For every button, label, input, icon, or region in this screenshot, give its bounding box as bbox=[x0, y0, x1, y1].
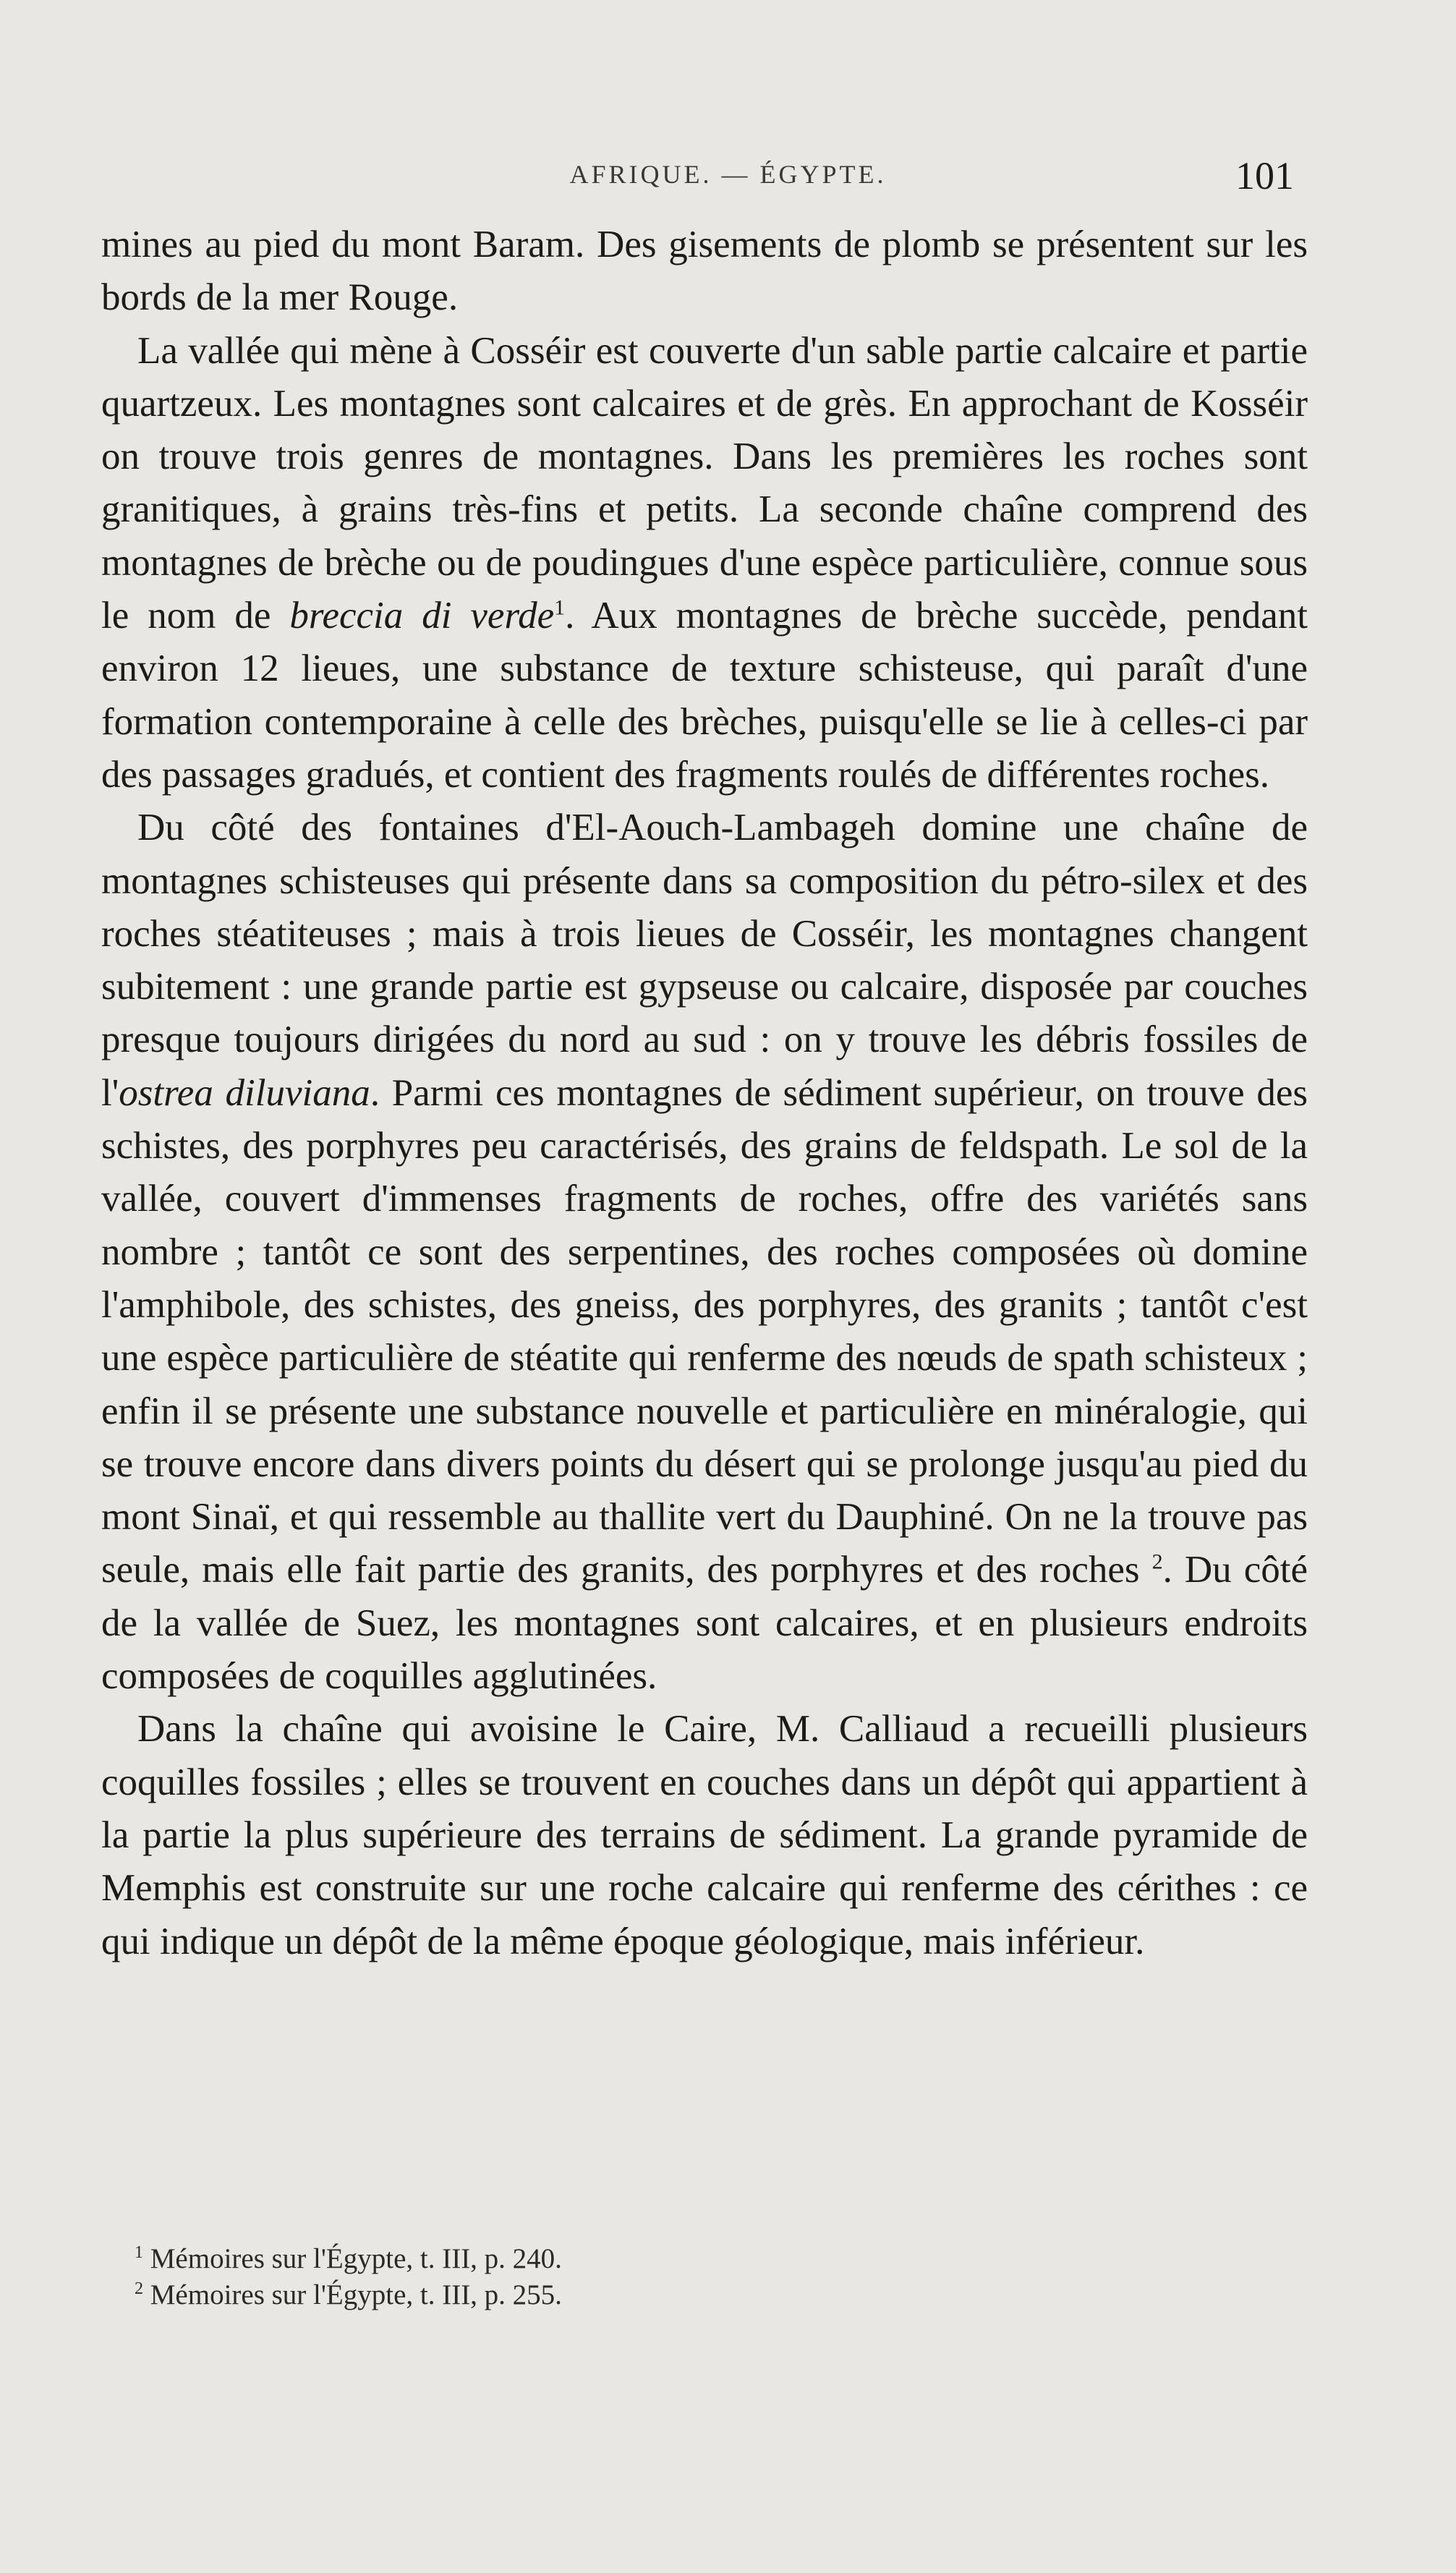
paragraph-3 bbox=[101, 801, 1308, 1703]
breccia-di-verde-term: breccia di verde bbox=[289, 595, 555, 637]
running-head: AFRIQUE. — ÉGYPTE. bbox=[569, 160, 887, 189]
footnote-1-text: Mémoires sur l'Égypte, t. III, p. 240. bbox=[150, 2243, 562, 2274]
footnote-1 bbox=[135, 2241, 1219, 2277]
paragraph-2-text-b: . Aux montagnes de brèche succède, pendant environ 12 lieues, une substance de texture schisteuse, qui paraît d'une formation contemporaine à celle des brèches, puisqu'elle se lie à celles-ci par des passages gradués, et contient des fragments roulés de différentes roches. bbox=[101, 595, 1308, 796]
paragraph-2 bbox=[101, 325, 1308, 802]
footnote-ref-1: 1 bbox=[554, 595, 566, 620]
page-header bbox=[0, 153, 1456, 204]
paragraph-1 bbox=[101, 218, 1308, 325]
paragraph-3-text-a: Du côté des fontaines d'El-Aouch-Lambageh domine une chaîne de montagnes schisteuses qui présente dans sa composition du pétro-silex et des roches stéatiteuses ; mais à trois lieues de Cosséir, les montagnes changent subitement : une grande partie est gypseuse ou calcaire, disposée par couches presque toujours dirigées du nord au sud : on y trouve les débris fossiles de l' bbox=[101, 807, 1308, 1114]
paragraph-4-text: Dans la chaîne qui avoisine le Caire, M. Calliaud a recueilli plusieurs coquilles fossiles ; elles se trouvent en couches dans un dépôt qui appartient à la partie la plus supérieure des terrains de sédiment. La grande pyramide de Memphis est construite sur une roche calcaire qui renferme des cérithes : ce qui indique un dépôt de la même époque géologique, mais inférieur. bbox=[101, 1708, 1308, 1962]
page-number: 101 bbox=[1235, 154, 1294, 197]
paragraph-3-text-b: . Parmi ces montagnes de sédiment supérieur, on trouve des schistes, des porphyres peu caractérisés, des grains de feldspath. Le sol de la vallée, couvert d'immenses fragments de roches, offre des variétés sans nombre ; tantôt ce sont des serpentines, des roches composées où domine l'amphibole, des schistes, des gneiss, des porphyres, des granits ; tantôt c'est une espèce particulière de stéatite qui renferme des nœuds de spath schisteux ; enfin il se présente une substance nouvelle et particulière en minéralogie, qui se trouve encore dans divers points du désert qui se prolonge jusqu'au pied du mont Sinaï, et qui ressemble au thallite vert du Dauphiné. On ne la trouve pas seule, mais elle fait partie des granits, des porphyres et des roches bbox=[101, 1071, 1308, 1591]
body-text bbox=[101, 218, 1308, 1968]
paragraph-2-text-a: La vallée qui mène à Cosséir est couverte d'un sable partie calcaire et partie quartzeux. Les montagnes sont calcaires et de grès. En approchant de Kosséir on trouve trois genres de montagnes. Dans les premières les roches sont granitiques, à grains très-fins et petits. La seconde chaîne comprend des montagnes de brèche ou de poudingues d'une espèce particulière, connue sous le nom de bbox=[101, 329, 1308, 637]
paragraph-4 bbox=[101, 1703, 1308, 1968]
footnotes bbox=[135, 2241, 1219, 2313]
paragraph-1-text: mines au pied du mont Baram. Des gisements de plomb se présentent sur les bords de la mer Rouge. bbox=[101, 224, 1308, 319]
paragraph-3-text-c: . Du côté de la vallée de Suez, les montagnes sont calcaires, et en plusieurs endroits composées de coquilles agglutinées. bbox=[101, 1549, 1308, 1698]
footnote-1-mark: 1 bbox=[135, 2243, 143, 2262]
ostrea-diluviana-term: ostrea diluviana bbox=[119, 1071, 370, 1114]
footnote-2-mark: 2 bbox=[135, 2279, 143, 2298]
footnote-2 bbox=[135, 2277, 1219, 2313]
footnote-ref-2: 2 bbox=[1151, 1549, 1163, 1574]
footnote-2-text: Mémoires sur l'Égypte, t. III, p. 255. bbox=[150, 2279, 562, 2310]
